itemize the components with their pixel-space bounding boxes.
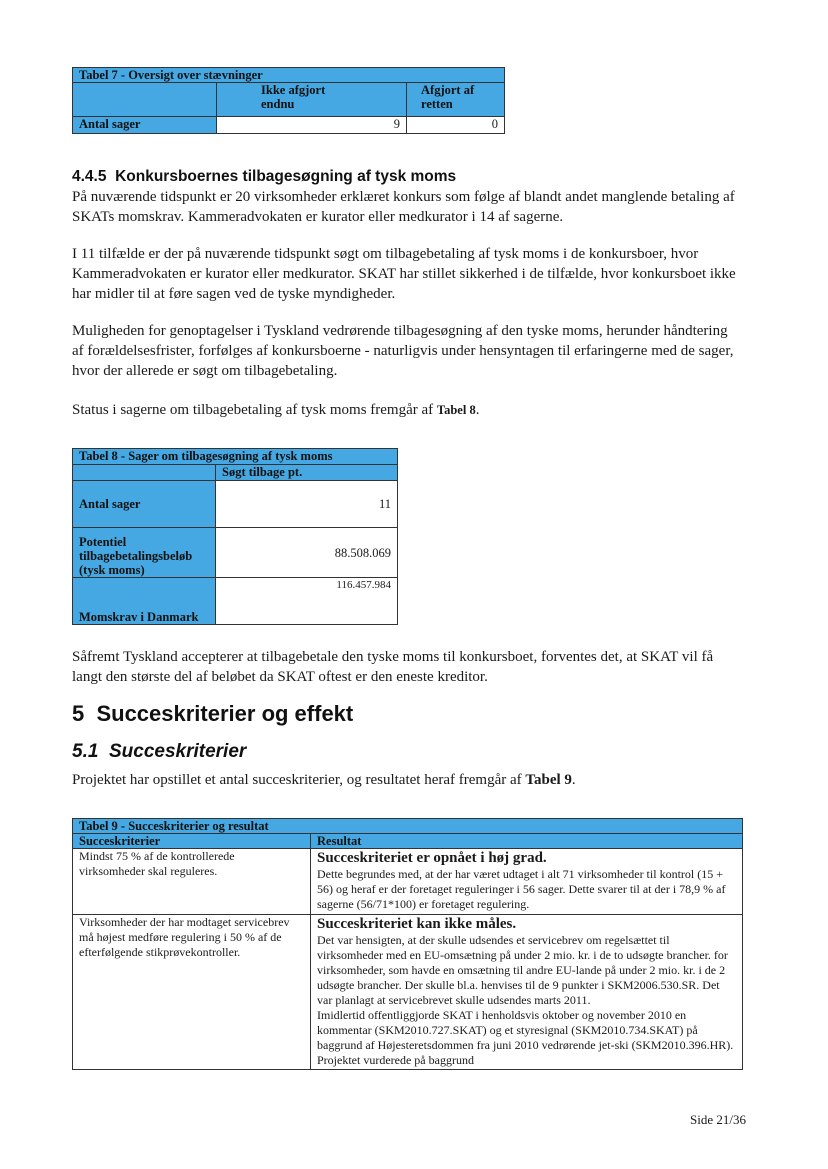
table-9-result-body-continued: Imidlertid offentliggjorde SKAT i henholdsvis oktober og november 2010 en kommentar (SKM2010.727.SKAT) og et styresignal (SKM2010.734.SKAT) på baggrund af Højesteretsdommen fra juni 2010 vedrørende jet-ski (SKM2010.396.HR). Projektet vurderede på baggrund xyxy=(317,1008,734,1067)
table-9-criterion: Mindst 75 % af de kontrollerede virksomheder skal reguleres. xyxy=(73,849,311,915)
section-5-1-heading: 5.1 Succeskriterier xyxy=(72,741,247,762)
table-9-col-criteria: Succeskriterier xyxy=(73,834,311,849)
table-8-row-value: 11 xyxy=(216,481,398,528)
section-4-4-5-paragraph-2: I 11 tilfælde er der på nuværende tidspunkt søgt om tilbagebetaling af tysk moms i de konkursboer, hvor Kammeradvokaten er kurator eller medkurator. SKAT har stillet sikkerhed i de tilfælde, hvor konkursboet ikke har midler til at føre sagen ved de tyske myndigheder. xyxy=(72,246,736,302)
table-8-reference: Tabel 8 xyxy=(436,403,476,417)
table-9-result-body: Dette begrundes med, at der har været udtaget i alt 71 virksomheder til kontrol (15 + 56) og heraf er der foretaget reguleringer i 56 sager. Dette svarer til at der i 78,9 % af sagerne (56/71*100) er foretaget regulering. xyxy=(317,867,726,911)
table-9 xyxy=(72,818,743,1070)
table-9-caption: Tabel 9 - Succeskriterier og resultat xyxy=(73,819,743,834)
section-5-heading: 5 Succeskriterier og effekt xyxy=(72,701,354,726)
table-9-criterion: Virksomheder der har modtaget servicebrev må højest medføre regulering i 50 % af de efterfølgende stikprøvekontroller. xyxy=(73,915,311,1070)
section-4-4-5-paragraph-3: Muligheden for genoptagelser i Tyskland vedrørende tilbagesøgning af den tyske moms, herunder håndtering af forældelsesfrister, forfølges af konkursboerne - naturligvis under hensyntagen til erfaringerne med de sager, hvor der allerede er søgt om tilbagebetaling. xyxy=(72,323,734,379)
section-5-1-paragraph: Projektet har opstillet et antal succeskriterier, og resultatet heraf fremgår af Tabel 9. xyxy=(72,772,576,788)
table-7-val-not-decided: 9 xyxy=(217,117,407,134)
table-8-row-value: 116.457.984 xyxy=(216,578,398,625)
section-4-4-5-paragraph-1: På nuværende tidspunkt er 20 virksomheder erklæret konkurs som følge af blandt andet manglende betaling af SKATs momskrav. Kammeradvokaten er kurator eller medkurator i 14 af sagerne. xyxy=(72,189,735,225)
table-8-col-header: Søgt tilbage pt. xyxy=(216,465,398,481)
table-8-row-label: Antal sager xyxy=(73,481,216,528)
table-8-row-label: Potentiel tilbagebetalingsbeløb (tysk moms) xyxy=(73,528,216,578)
table-9-result-heading: Succeskriteriet kan ikke måles. xyxy=(317,916,517,932)
table-7-col-not-decided: Ikke afgjort endnu xyxy=(217,83,407,117)
table-8-row-label: Momskrav i Danmark xyxy=(73,578,216,625)
table-7-caption: Tabel 7 - Oversigt over stævninger xyxy=(73,68,505,83)
table-7-col-decided: Afgjort af retten xyxy=(407,83,505,117)
table-9-result-body: Det var hensigten, at der skulle udsendes et servicebrev om regelsættet til virksomheder med en EU-omsætning på under 2 mio. kr. i de to udsøgte brancher. for virksomheder, som havde en omsætning til andre EU-lande på under 2 mio. kr. i de 2 udsøgte brancher. Der skulle bl.a. henvises til de 9 punkter i SKM2006.530.SR. Det var planlagt at servicebrevet skulle udsendes marts 2011. xyxy=(317,933,728,1007)
table-8 xyxy=(72,448,398,625)
table-9-col-result: Resultat xyxy=(311,834,743,849)
page-number: Side 21/36 xyxy=(690,1112,746,1127)
table-8-caption: Tabel 8 - Sager om tilbagesøgning af tysk moms xyxy=(73,449,398,465)
table-8-row-value: 88.508.069 xyxy=(216,528,398,578)
table-9-result-heading: Succeskriteriet er opnået i høj grad. xyxy=(317,850,547,866)
table-9-reference: Tabel 9 xyxy=(525,772,572,788)
after-table-8-paragraph: Såfremt Tyskland accepterer at tilbagebetale den tyske moms til konkursboet, forventes det, at SKAT vil få langt den største del af beløbet da SKAT oftest er den eneste kreditor. xyxy=(72,649,714,685)
table-9-result xyxy=(311,915,743,1070)
table-7-row-label: Antal sager xyxy=(73,117,217,134)
table-9-result xyxy=(311,849,743,915)
section-4-4-5-paragraph-4: Status i sagerne om tilbagebetaling af tysk moms fremgår af Tabel 8. xyxy=(72,402,480,418)
table-7 xyxy=(72,67,505,134)
table-7-val-decided: 0 xyxy=(407,117,505,134)
section-4-4-5-heading: 4.4.5 Konkursboernes tilbagesøgning af tysk moms xyxy=(72,168,457,185)
